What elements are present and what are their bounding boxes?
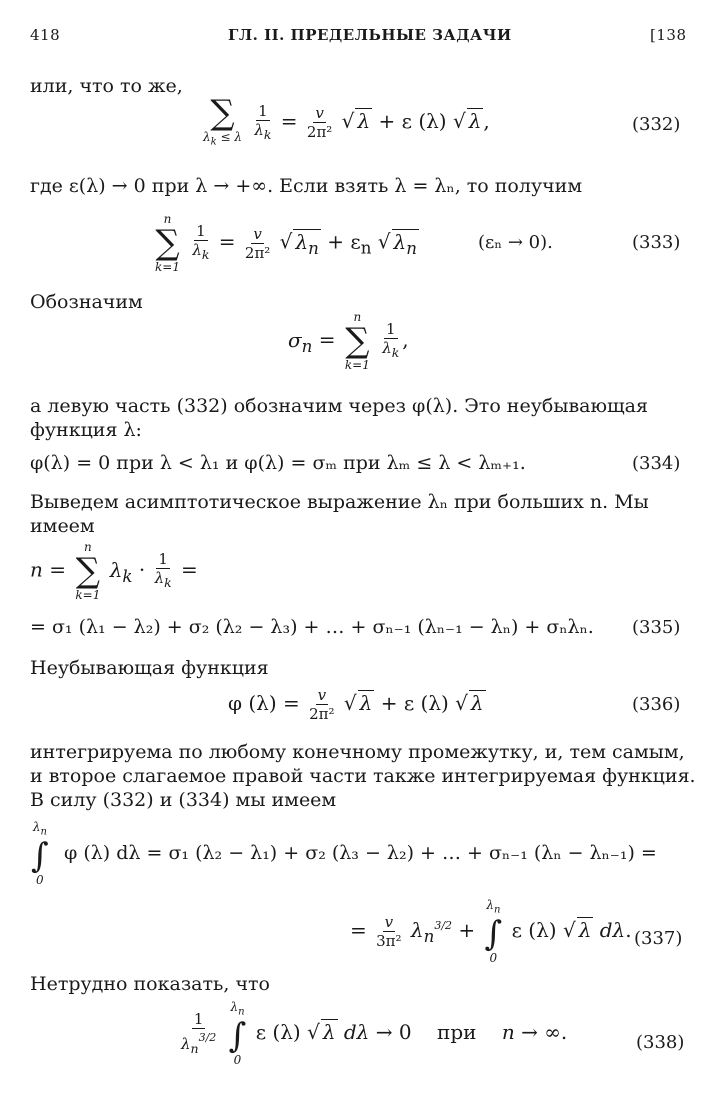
equation-333: n ∑ k=1 $\frac{1}{\lambda_k}$ = $\frac{v}{\text{2π²}}$ √ $\lambda_n + \varepsilon_n$ √ $\lambda_n$ [155,212,417,274]
equation-number: (335) [632,617,681,638]
paragraph: где ε(λ) → 0 при λ → +∞. Если взять λ = λₙ, то получим [30,175,583,197]
paragraph: Неубывающая функция [30,657,269,679]
paragraph: и второе слагаемое правой части также интегрируемая функция. [30,765,696,787]
paragraph: интегрируема по любому конечному промежутку, и, тем самым, [30,741,685,763]
equation-number: (333) [632,232,681,253]
equation-334: φ(λ) = 0 при λ < λ₁ и φ(λ) = σₘ при λₘ ≤ λ < λₘ₊₁. [30,452,526,474]
equation-number: (334) [632,453,681,474]
equation-332: ∑ $\lambda_k \le \lambda$ $\frac{1}{\lambda_k}$ = $\frac{v}{\text{2π²}}$ √ λ + ε (λ) √ λ , [203,93,490,148]
equation-number: (332) [632,114,681,135]
equation-336: φ (λ) = $\frac{v}{\text{2π²}}$ √ λ + ε (λ) √ λ [228,686,484,723]
equation-337-line1: $\lambda_n$ ∫ 0 [31,820,49,888]
paragraph: Выведем асимптотическое выражение λₙ при больших n. Мы [30,491,649,513]
paragraph: а левую часть (332) обозначим через φ(λ). Это неубывающая [30,395,648,417]
equation-337-line1-body: φ (λ) dλ = σ₁ (λ₂ − λ₁) + σ₂ (λ₃ − λ₂) + … + σₙ₋₁ (λₙ − λₙ₋₁) = [64,842,657,864]
equation-338: $\frac{1}{\lambda_n^{3/2}}$ $\lambda_n$ ∫ 0 ε (λ) √ λ dλ → 0 при n → ∞. [181,1000,568,1068]
paragraph: или, что то же, [30,75,183,97]
equation-335-line2: = σ₁ (λ₁ − λ₂) + σ₂ (λ₂ − λ₃) + … + σₙ₋₁ (λₙ₋₁ − λₙ) + σₙλₙ. [30,616,594,638]
paragraph: В силу (332) и (334) мы имеем [30,789,337,811]
paragraph: Обозначим [30,291,143,313]
section-number: [138 [650,26,687,44]
equation-337-line2: = $\frac{v}{\text{3π²}}$ $\lambda_n^{3/2}$ + $\lambda_n$ ∫ 0 ε (λ) √ λ dλ. [350,898,632,966]
running-title: ГЛ. II. ПРЕДЕЛЬНЫЕ ЗАДАЧИ [228,26,512,44]
paragraph: имеем [30,515,95,537]
equation-number: (336) [632,694,681,715]
equation-number: (338) [636,1032,685,1053]
equation-335-line1: n = n ∑ k=1 $\lambda_k$ · $\frac{1}{\lambda_k}$ = [30,540,198,602]
page-number: 418 [30,26,61,44]
equation-sigma: $\sigma_n$ = n ∑ k=1 $\frac{1}{\lambda_k}$ , [288,310,409,372]
condition-333: (εₙ → 0). [478,232,553,253]
equation-number: (337) [634,928,683,949]
paragraph: Нетрудно показать, что [30,973,270,995]
paragraph: функция λ: [30,419,142,441]
